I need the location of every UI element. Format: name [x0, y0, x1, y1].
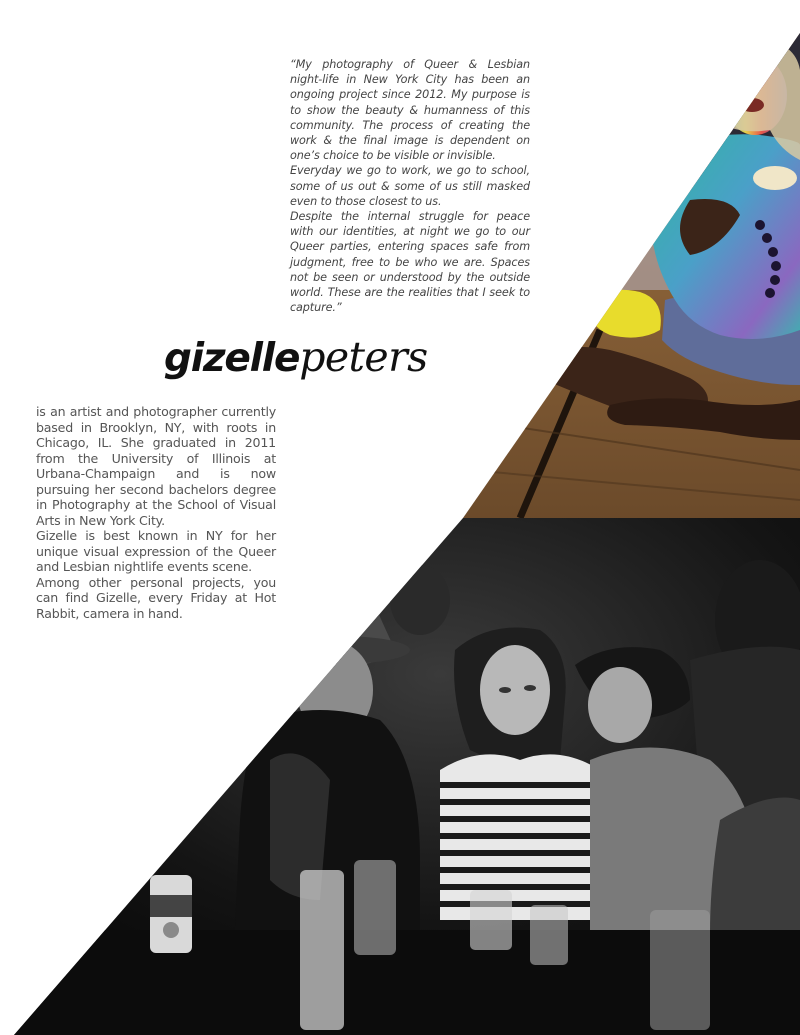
quote-paragraph: Despite the internal struggle for peace with our identities, at night we go to our Queer parties, entering spaces safe from judgment, free to be who we are. Spaces not be seen or understood by the outside world. These are the realities that I seek to capture.” [290, 210, 530, 315]
bio-paragraph: Among other personal projects, you can find Gizelle, every Friday at Hot Rabbit, camera in hand. [36, 574, 276, 621]
artist-quote [290, 57, 530, 315]
quote-paragraph: Everyday we go to work, we go to school, some of us out & some of us still masked even to those closest to us. [290, 164, 530, 208]
quote-paragraph: “My photography of Queer & Lesbian night-life in New York City has been an ongoing project since 2012. My purpose is to show the beauty & humanness of this community. The process of creating the work & the final image is dependent on one’s choice to be visible or invisible. [290, 58, 530, 163]
artist-bio [36, 404, 276, 621]
bio-paragraph: Gizelle is best known in NY for her unique visual expression of the Queer and Lesbian nightlife events scene. [36, 528, 276, 574]
artist-first-name: gizelle [164, 336, 300, 381]
artist-last-name: peters [299, 333, 428, 381]
artist-name-heading [164, 333, 464, 393]
bio-paragraph: is an artist and photographer currently based in Brooklyn, NY, with roots in Chicago, IL. She graduated in 2011 from the University of Illinois at Urbana-Champaign and is now pursuing her second bachelors degree in Photography at the School of Visual Arts in New York City. [36, 404, 276, 528]
